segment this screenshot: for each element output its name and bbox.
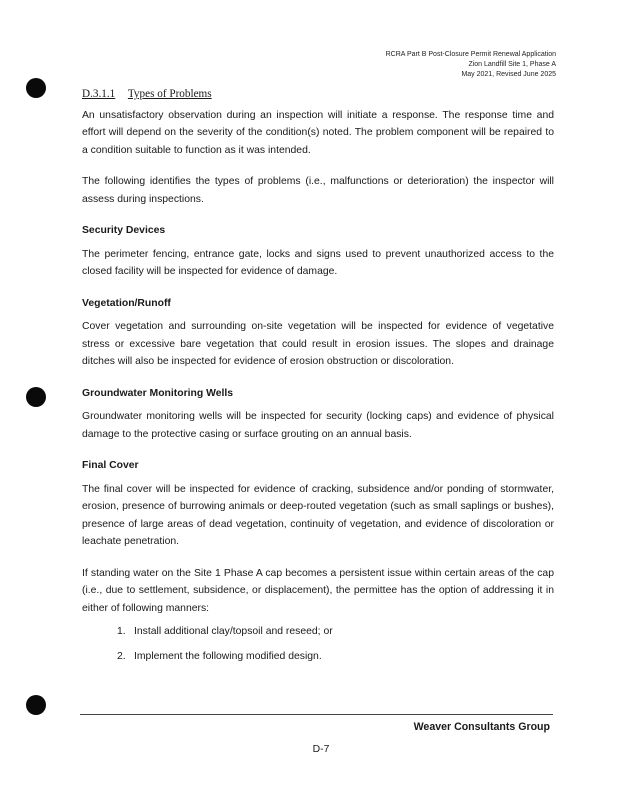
footer-company: Weaver Consultants Group (413, 721, 550, 733)
standing-water-paragraph: If standing water on the Site 1 Phase A cap becomes a persistent issue within certain areas of the cap (i.e., due to settlement, subsidence, or displacement), the permittee has the option of addressing it in either of following manners: (82, 567, 554, 614)
document-body (82, 86, 554, 672)
list-item-number: 1. (117, 626, 126, 637)
document-header (386, 50, 556, 80)
subsection-heading: Vegetation/Runoff (82, 297, 171, 309)
intro-paragraph: The following identifies the types of problems (i.e., malfunctions or deterioration) the inspector will assess during inspections. (82, 176, 554, 205)
list-item-text: Implement the following modified design. (134, 650, 322, 662)
subsection-paragraph: Cover vegetation and surrounding on-site vegetation will be inspected for evidence of vegetative stress or excessive bare vegetation that could result in erosion issues. The slopes and drainage ditches will also be inspected for evidence of erosion obstruction or discoloration. (82, 321, 554, 367)
list-item (82, 623, 554, 641)
section-number: D.3.1.1 (82, 88, 116, 100)
punch-hole-bottom (26, 695, 46, 715)
subsection-heading: Final Cover (82, 460, 139, 471)
options-list (82, 623, 554, 665)
subsection-paragraph: The perimeter fencing, entrance gate, locks and signs used to prevent unauthorized access to the closed facility will be inspected for evidence of damage. (82, 248, 554, 277)
section-title (82, 86, 554, 104)
page-number: D-7 (312, 744, 330, 755)
subsection-heading: Security Devices (82, 225, 166, 236)
header-line-1: RCRA Part B Post-Closure Permit Renewal Application (385, 51, 556, 58)
subsection-heading: Groundwater Monitoring Wells (82, 387, 234, 399)
punch-hole-middle (26, 387, 46, 407)
intro-paragraph: An unsatisfactory observation during an inspection will initiate a response. The response time and effort will depend on the severity of the condition(s) noted. The problem component will be repaired to a condition suitable to function as it was intended. (82, 109, 554, 156)
punch-hole-top (26, 78, 46, 98)
subsection-paragraph: Groundwater monitoring wells will be inspected for security (locking caps) and evidence of physical damage to the protective casing or surface grouting on an annual basis. (82, 411, 554, 440)
list-item-text: Install additional clay/topsoil and reseed; or (134, 626, 333, 637)
list-item-number: 2. (117, 650, 126, 662)
subsection-paragraph: The final cover will be inspected for evidence of cracking, subsidence and/or ponding of stormwater, erosion, presence of burrowing animals or deep-routed vegetation (such as small saplings or bushes), presence of large areas of dead vegetation, continuity of vegetation, and evidence of discoloration or leachate penetration. (82, 483, 554, 547)
header-line-2: Zion Landfill Site 1, Phase A (468, 61, 556, 68)
list-item (82, 648, 554, 666)
section-name: Types of Problems (127, 88, 212, 100)
header-line-3: May 2021, Revised June 2025 (461, 71, 556, 78)
footer-divider (80, 714, 553, 715)
